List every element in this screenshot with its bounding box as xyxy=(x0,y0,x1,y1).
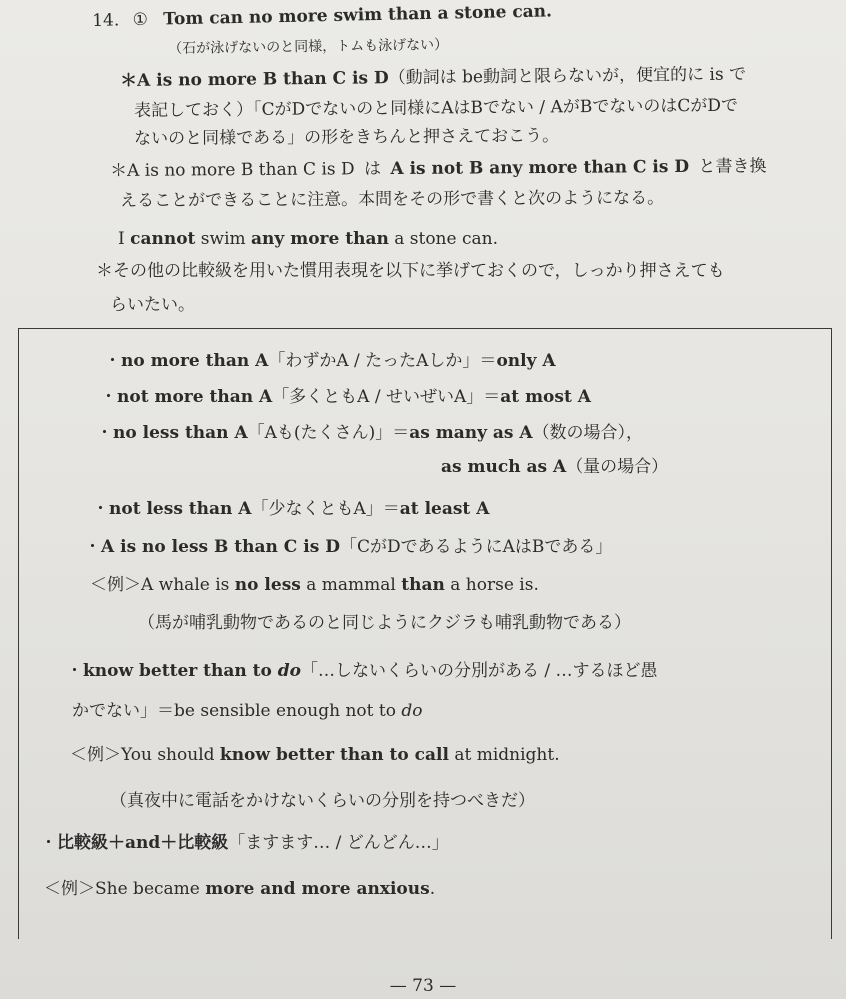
item-answer-2: as much as A xyxy=(441,457,567,477)
question-line xyxy=(92,0,552,32)
example-text: a horse is. xyxy=(444,575,539,595)
box-item-3-cont xyxy=(441,456,668,478)
know-term: know better than to xyxy=(83,661,278,681)
rewritten-p3: swim xyxy=(195,229,252,249)
note2-pattern-bold: A is not B any more than C is D xyxy=(390,156,690,180)
comparative-line xyxy=(40,832,449,854)
question-sentence: Tom can no more swim than a stone can. xyxy=(163,1,553,30)
example-text: A whale is xyxy=(141,575,235,595)
item-answer: at most A xyxy=(500,387,591,407)
item-gloss: 「少なくともA」＝ xyxy=(251,499,400,519)
note2-rest: と書き換 xyxy=(698,156,767,177)
example-text: at midnight. xyxy=(448,745,560,765)
item-gloss: 「わずかA / たったAしか」＝ xyxy=(268,351,497,371)
example-3 xyxy=(44,878,435,900)
rewritten-p4: any more than xyxy=(251,229,389,249)
note2-star: ＊ xyxy=(110,160,128,181)
box-item-5 xyxy=(84,536,612,558)
box-item-3 xyxy=(96,422,643,444)
note3-star: ＊ xyxy=(96,261,113,281)
note2-pattern-plain: A is no more B than C is D xyxy=(127,159,355,181)
example-1-translation: （馬が哺乳動物であるのと同じようにクジラも哺乳動物である） xyxy=(138,613,631,633)
item-answer: at least A xyxy=(399,499,490,519)
item-gloss: 「多くともA / せいぜいA」＝ xyxy=(272,387,501,407)
know-better-line1 xyxy=(66,660,658,682)
item-gloss: 「CがDであるようにAはBである」 xyxy=(339,537,613,557)
note3-line1 xyxy=(96,260,725,282)
note2-line1 xyxy=(110,155,767,182)
bullet: ・ xyxy=(100,387,117,407)
note2-line2: えることができることに注意。本問をその形で書くと次のようになる。 xyxy=(120,188,665,211)
example-bold: know better than to call xyxy=(219,745,449,765)
circled-number: ① xyxy=(132,9,149,31)
note1-rest: （動詞は be動詞と限らないが，便宜的に is で xyxy=(388,64,747,89)
bullet: ・ xyxy=(92,499,109,519)
example-label: ＜例＞ xyxy=(70,745,121,765)
item-note: （数の場合）， xyxy=(532,423,644,443)
bullet: ・ xyxy=(96,423,113,443)
item-gloss: 「Aも(たくさん)」＝ xyxy=(247,423,410,443)
comp-term: 比較級＋and＋比較級 xyxy=(57,833,229,853)
note1-line1 xyxy=(120,63,746,92)
example-2 xyxy=(70,744,560,766)
rewritten-sentence xyxy=(118,228,498,250)
note3-text: その他の比較級を用いた慣用表現を以下に挙げておくので，しっかり押さえても xyxy=(113,261,725,281)
rewritten-p2: cannot xyxy=(130,229,196,249)
item-term: A is no less B than C is D xyxy=(101,537,340,557)
know-gloss-do: do xyxy=(401,701,423,721)
question-translation: （石が泳げないのと同様，トムも泳げない） xyxy=(168,37,449,57)
know-better-line2 xyxy=(72,700,422,722)
question-number: 14. xyxy=(92,10,120,31)
item-answer: only A xyxy=(496,351,556,371)
box-item-4 xyxy=(92,498,489,520)
know-gloss: 「…しないくらいの分別がある / …するほど愚 xyxy=(300,661,658,681)
example-2-translation: （真夜中に電話をかけないくらいの分別を持つべきだ） xyxy=(110,791,535,811)
item-term: not more than A xyxy=(117,387,273,407)
example-bold: than xyxy=(401,575,445,595)
page-number: — 73 — xyxy=(389,976,457,996)
note1-line2: 表記しておく）「CがDでないのと同様にAはBでない / AがBでないのはCがDで xyxy=(134,95,739,121)
bullet: ・ xyxy=(84,537,101,557)
box-item-1 xyxy=(104,350,556,372)
bullet: ・ xyxy=(40,833,57,853)
example-text: . xyxy=(429,879,436,899)
rewritten-p1: I xyxy=(118,229,131,249)
example-1 xyxy=(90,574,539,596)
item-term: no less than A xyxy=(113,423,248,443)
example-text: You should xyxy=(121,745,220,765)
comp-gloss: 「ますます… / どんどん…」 xyxy=(228,833,449,853)
item-note-2: （量の場合） xyxy=(566,457,669,477)
note1-pattern: A is no more B than C is D xyxy=(137,68,389,91)
example-label: ＜例＞ xyxy=(90,575,141,595)
rewritten-p5: a stone can. xyxy=(388,229,498,249)
bullet: ・ xyxy=(66,661,83,681)
note2-wa: は xyxy=(363,159,382,180)
item-answer: as many as A xyxy=(409,423,533,443)
box-item-2 xyxy=(100,386,591,408)
example-text: She became xyxy=(95,879,206,899)
example-text: a mammal xyxy=(300,575,402,595)
item-term: not less than A xyxy=(109,499,252,519)
know-gloss-2: かでない」＝be sensible enough not to xyxy=(72,701,402,721)
note1-line3: ないのと同様である」の形をきちんと押さえておこう。 xyxy=(134,126,560,149)
example-label: ＜例＞ xyxy=(44,879,95,899)
note1-star: ＊ xyxy=(120,70,138,91)
example-bold: more and more anxious xyxy=(205,879,430,899)
item-term: no more than A xyxy=(121,351,269,371)
example-bold: no less xyxy=(234,575,301,595)
know-term-do: do xyxy=(277,661,301,681)
note3-line2: らいたい。 xyxy=(110,295,195,315)
bullet: ・ xyxy=(104,351,121,371)
